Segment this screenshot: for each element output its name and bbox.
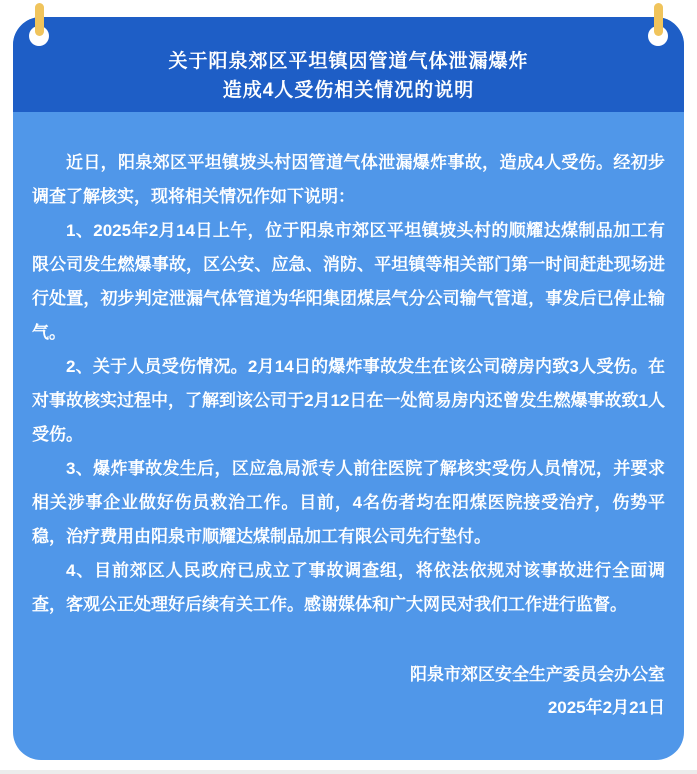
notice-paragraph-2: 2、关于人员受伤情况。2月14日的爆炸事故发生在该公司磅房内致3人受伤。在对事故核实过程中，了解到该公司于2月12日在一处简易房内还曾发生燃爆事故致1人受伤。 [32,357,665,444]
notice-title-line-1: 关于阳泉郊区平坦镇因管道气体泄漏爆炸 [168,51,529,72]
pin-right-icon [654,3,663,36]
signature-block [32,658,665,724]
notice-paragraph-1: 1、2025年2月14日上午，位于阳泉市郊区平坦镇坡头村的顺耀达煤制品加工有限公司发生燃爆事故，区公安、应急、消防、平坦镇等相关部门第一时间赶赴现场进行处置，初步判定泄漏气体管道为华阳集团煤层气分公司输气管道，事发后已停止输气。 [32,221,665,342]
notice-paragraph-4: 4、目前郊区人民政府已成立了事故调查组，将依法依规对该事故进行全面调查，客观公正处理好后续有关工作。感谢媒体和广大网民对我们工作进行监督。 [32,561,665,614]
pin-left-icon [35,3,44,36]
image-bottom-edge [0,770,697,774]
notice-body [13,112,684,724]
notice-paragraph-intro: 近日，阳泉郊区平坦镇坡头村因管道气体泄漏爆炸事故，造成4人受伤。经初步调查了解核实，现将相关情况作如下说明： [32,153,665,206]
notice-title-line-2: 造成4人受伤相关情况的说明 [222,80,475,101]
signature-issuer: 阳泉市郊区安全生产委员会办公室 [410,665,665,684]
notice-paragraph-3: 3、爆炸事故发生后，区应急局派专人前往医院了解核实受伤人员情况，并要求相关涉事企业做好伤员救治工作。目前，4名伤者均在阳煤医院接受治疗，伤势平稳，治疗费用由阳泉市顺耀达煤制品加工有限公司先行垫付。 [32,459,665,546]
notice-card [13,17,684,760]
signature-date: 2025年2月21日 [547,698,665,717]
notice-header [13,17,684,112]
